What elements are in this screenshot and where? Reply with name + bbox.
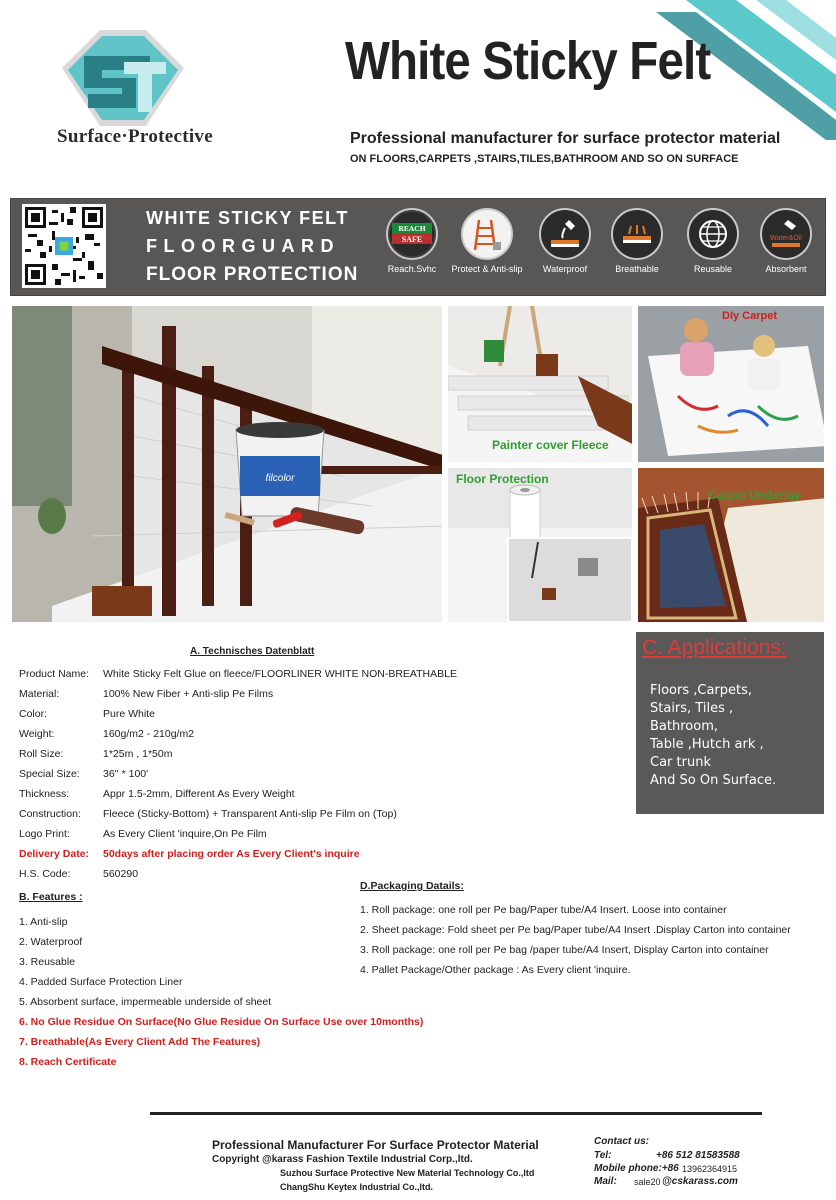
waterproof-icon bbox=[545, 214, 585, 254]
spec-key: Roll Size: bbox=[19, 748, 64, 760]
subtitle: Professional manufacturer for surface protector material bbox=[350, 130, 781, 147]
reach-safe-icon bbox=[389, 211, 435, 257]
footer-company-1: Suzhou Surface Protective New Material Technology Co.,ltd bbox=[280, 1168, 535, 1178]
footer-copyright: Copyright @karass Fashion Textile Industrial Corp.,ltd. bbox=[212, 1154, 473, 1165]
banner-line-3: FLOOR PROTECTION bbox=[146, 264, 359, 285]
footer-title: Professional Manufacturer For Surface Protector Material bbox=[212, 1138, 539, 1152]
applications-title: C. Applications: bbox=[642, 636, 787, 659]
spec-key: Color: bbox=[19, 708, 48, 720]
spec-key: Material: bbox=[19, 688, 60, 700]
spec-key: H.S. Code: bbox=[19, 868, 71, 880]
spec-row bbox=[19, 768, 148, 782]
stairs-illustration bbox=[12, 306, 444, 624]
children-illustration bbox=[638, 306, 826, 464]
spec-key: Thickness: bbox=[19, 788, 70, 800]
contact-heading: Contact us: bbox=[594, 1136, 649, 1147]
qr-code[interactable] bbox=[22, 204, 106, 288]
feature-label-waterproof: Waterproof bbox=[542, 264, 588, 274]
qr-code-icon bbox=[25, 207, 103, 285]
spec-value: 160g/m2 - 210g/m2 bbox=[103, 728, 195, 740]
spec-key: Weight: bbox=[19, 728, 55, 740]
application-line: Table ,Hutch ark , bbox=[650, 737, 764, 752]
feature-reach bbox=[376, 208, 448, 274]
spec-key: Logo Print: bbox=[19, 828, 70, 840]
application-line: And So On Surface. bbox=[650, 773, 777, 788]
feature-item: 5. Absorbent surface, impermeable underside of sheet bbox=[19, 996, 272, 1008]
footer-company-2: ChangShu Keytex Industrial Co.,ltd. bbox=[280, 1182, 434, 1192]
ladder-icon bbox=[467, 214, 507, 254]
banner-line-2: FLOORGUARD bbox=[146, 236, 340, 256]
reach-badge-bottom: SAFE bbox=[401, 235, 423, 244]
packaging-item: 1. Roll package: one roll per Pe bag/Paper tube/A4 Insert. Loose into container bbox=[360, 904, 727, 916]
mail-label: Mail: bbox=[594, 1176, 617, 1187]
diy-carpet-photo bbox=[636, 304, 826, 464]
mail-user[interactable]: sale20 bbox=[634, 1177, 661, 1187]
spec-value: 100% New Fiber + Anti-slip Pe Films bbox=[103, 688, 274, 700]
feature-absorbent bbox=[750, 208, 822, 274]
spec-value: White Sticky Felt Glue on fleece/FLOORLINER WHITE NON-BREATHABLE bbox=[103, 668, 457, 680]
stairs-photo bbox=[10, 304, 444, 624]
spec-row bbox=[19, 748, 172, 762]
feature-item-highlight: 7. Breathable(As Every Client Add The Features) bbox=[19, 1036, 261, 1048]
packaging-item: 3. Roll package: one roll per Pe bag /paper tube/A4 Insert, Display Carton into container bbox=[360, 944, 769, 956]
feature-protect bbox=[451, 208, 523, 274]
packaging-item: 4. Pallet Package/Other package : As Every client 'inquire. bbox=[360, 964, 631, 976]
carpet-caption: Carpet Underlay bbox=[708, 488, 801, 502]
feature-breathable bbox=[601, 208, 673, 274]
carpet-underlay-photo bbox=[636, 466, 826, 624]
floor-protection-photo bbox=[446, 466, 634, 624]
applications-box bbox=[636, 632, 824, 814]
feature-item-highlight: 6. No Glue Residue On Surface(No Glue Residue On Surface Use over 10months) bbox=[19, 1016, 424, 1028]
spec-row bbox=[19, 688, 273, 702]
spec-value: As Every Client 'inquire,On Pe Film bbox=[103, 828, 267, 840]
breathable-icon bbox=[617, 214, 657, 254]
bucket-label: filcolor bbox=[265, 473, 295, 484]
brand-logo bbox=[54, 22, 184, 126]
feature-label-absorbent: Absorbent bbox=[765, 264, 807, 274]
footer-divider bbox=[150, 1112, 762, 1115]
feature-label-reusable: Reusable bbox=[693, 264, 733, 274]
reach-badge-top: REACH bbox=[398, 224, 426, 233]
spec-key: Delivery Date: bbox=[19, 848, 90, 860]
feature-item: 2. Waterproof bbox=[19, 936, 83, 948]
spec-value: Pure White bbox=[103, 708, 155, 720]
floor-caption: Floor Protection bbox=[456, 472, 549, 486]
diy-caption: DIy Carpet bbox=[722, 310, 778, 322]
spec-value: Appr 1.5-2mm, Different As Every Weight bbox=[103, 788, 295, 800]
spec-value: 36'' * 100' bbox=[103, 768, 149, 780]
spec-key: Construction: bbox=[19, 808, 81, 820]
spec-value: 1*25m , 1*50m bbox=[103, 748, 173, 760]
feature-label-protect: Protect & Anti-slip bbox=[451, 264, 523, 274]
spec-row-delivery bbox=[19, 848, 360, 862]
absorbent-badge: Water&Oil bbox=[770, 235, 802, 242]
feature-item-highlight: 8. Reach Certificate bbox=[19, 1056, 117, 1068]
packaging-heading: D.Packaging Datails: bbox=[360, 880, 464, 892]
feature-waterproof bbox=[529, 208, 601, 274]
page-title: White Sticky Felt bbox=[345, 31, 711, 91]
spec-row bbox=[19, 808, 397, 822]
application-line: Floors ,Carpets, bbox=[650, 683, 753, 698]
spec-row bbox=[19, 708, 155, 722]
roll-illustration bbox=[448, 468, 634, 624]
features-heading: B. Features : bbox=[19, 891, 83, 903]
spec-row bbox=[19, 728, 194, 742]
spec-row bbox=[19, 828, 267, 842]
globe-icon bbox=[693, 214, 733, 254]
application-line: Stairs, Tiles , bbox=[650, 701, 734, 716]
painter-photo bbox=[446, 304, 634, 464]
spec-value: 560290 bbox=[103, 868, 139, 880]
spec-row bbox=[19, 868, 138, 882]
feature-reusable bbox=[677, 208, 749, 274]
feature-label-reach: Reach.Svhc bbox=[387, 264, 437, 274]
spec-value: 50days after placing order As Every Client's inquire bbox=[103, 848, 360, 860]
subtitle-secondary: ON FLOORS,CARPETS ,STAIRS,TILES,BATHROOM AND SO ON SURFACE bbox=[350, 153, 739, 165]
banner-line-1: WHITE STICKY FELT bbox=[146, 208, 349, 228]
painter-caption: Painter cover Fleece bbox=[492, 438, 609, 452]
applications-list bbox=[650, 682, 776, 790]
feature-item: 1. Anti-slip bbox=[19, 916, 68, 928]
absorbent-icon bbox=[766, 214, 806, 254]
spec-row bbox=[19, 668, 457, 682]
spec-key: Product Name: bbox=[19, 668, 90, 680]
specs-heading: A. Technisches Datenblatt bbox=[190, 646, 315, 657]
tel-number[interactable]: +86 512 81583588 bbox=[656, 1150, 740, 1161]
spec-value: Fleece (Sticky-Bottom) + Transparent Anti-slip Pe Film on (Top) bbox=[103, 808, 397, 820]
mail-domain[interactable]: @cskarass.com bbox=[662, 1176, 738, 1187]
feature-label-breathable: Breathable bbox=[615, 264, 659, 274]
mobile-number[interactable]: 13962364915 bbox=[682, 1164, 738, 1174]
spec-row bbox=[19, 788, 295, 802]
packaging-item: 2. Sheet package: Fold sheet per Pe bag/Paper tube/A4 Insert .Display Carton into container bbox=[360, 924, 791, 936]
feature-item: 4. Padded Surface Protection Liner bbox=[19, 976, 183, 988]
application-line: Car trunk bbox=[650, 755, 711, 770]
feature-item: 3. Reusable bbox=[19, 956, 76, 968]
application-line: Bathroom, bbox=[650, 719, 718, 734]
mobile-label: Mobile phone:+86 bbox=[594, 1163, 679, 1174]
spec-key: Special Size: bbox=[19, 768, 80, 780]
tel-label: Tel: bbox=[594, 1150, 612, 1161]
brand-name: Surface·Protective bbox=[57, 126, 213, 147]
